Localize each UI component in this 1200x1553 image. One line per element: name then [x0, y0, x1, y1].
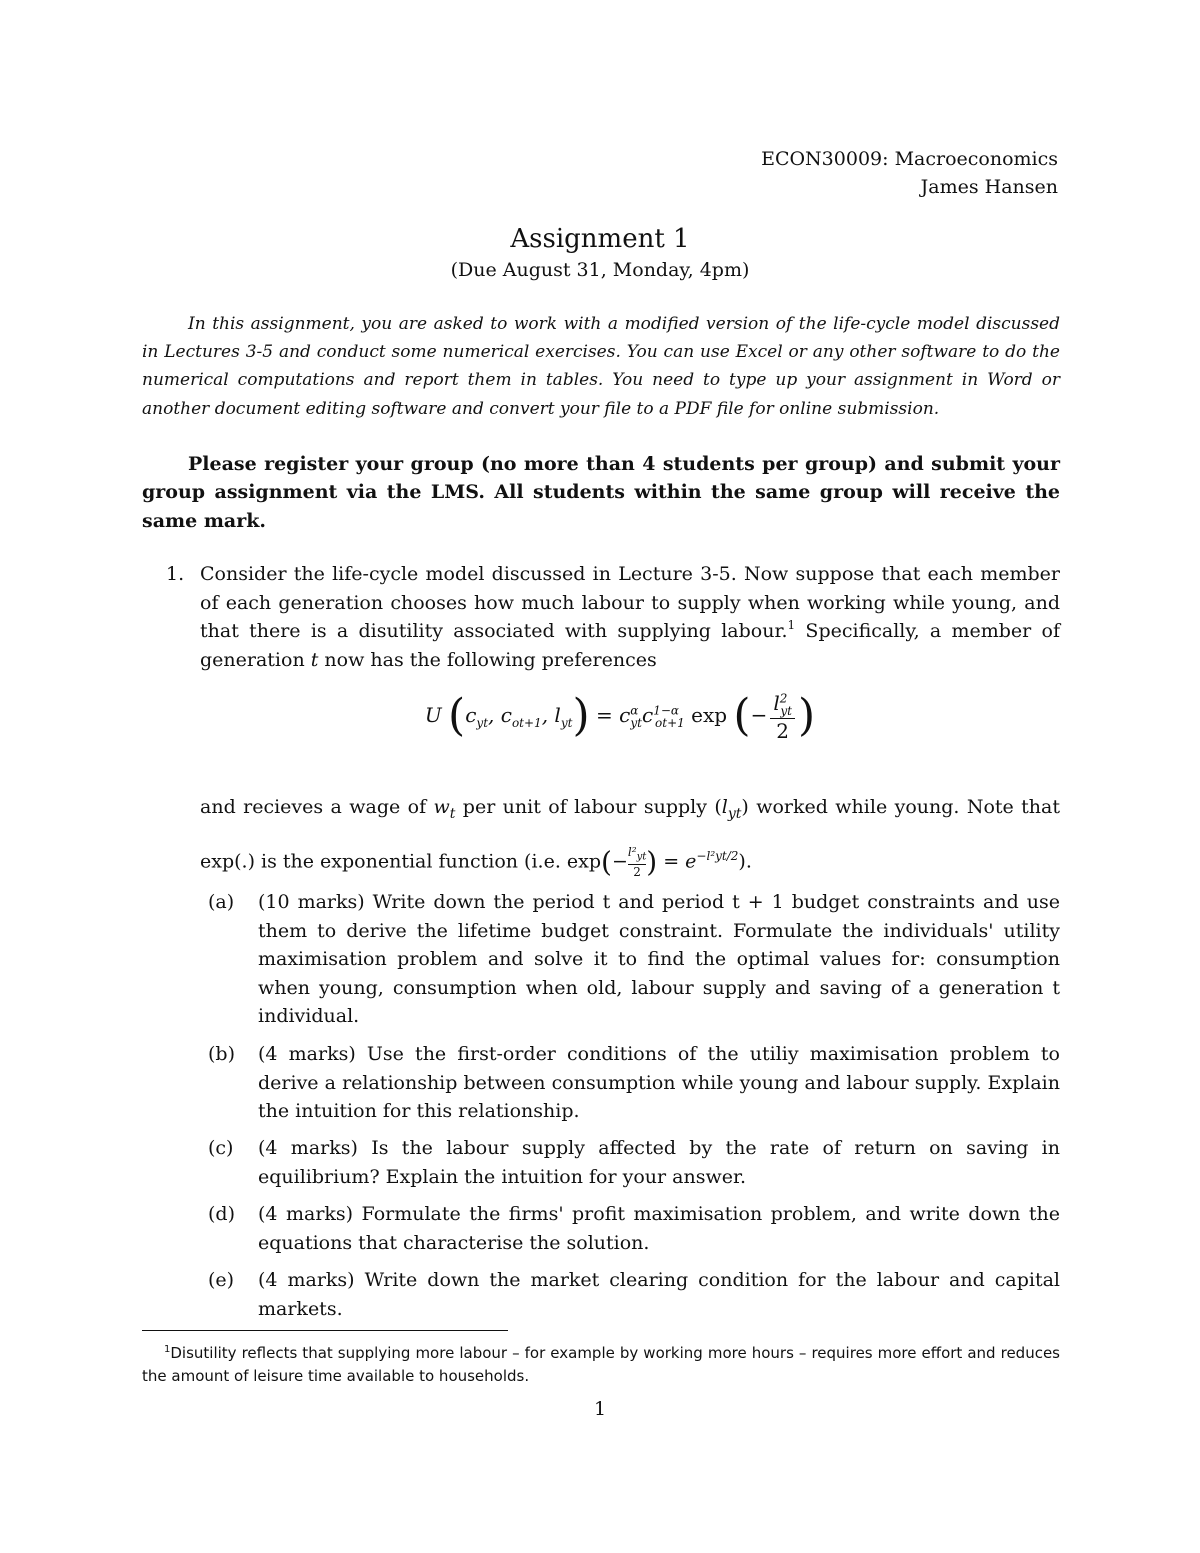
subquestion-a: [208, 888, 1060, 1031]
inline-fraction: $\frac{l^2_{yt}}{2}$: [627, 844, 647, 880]
register-notice: Please register your group (no more than 4 students per group) and submit your group assignment via the LMS. All students within the same group will receive the same mark.: [142, 453, 1060, 532]
question-1: [166, 560, 1060, 674]
question-number: 1.: [166, 563, 185, 585]
assignment-title: Assignment 1: [510, 224, 690, 254]
subquestion-d: [208, 1200, 1060, 1257]
subquestion-text: (4 marks) Formulate the firms' profit maximisation problem, and write down the equations that characterise the solution.: [258, 1203, 1060, 1254]
subquestion-label: (b): [208, 1043, 235, 1065]
subquestion-label: (c): [208, 1137, 234, 1159]
subquestion-text: (10 marks) Write down the period t and period t + 1 budget constraints and use them to derive the lifetime budget constraint. Formulate the individuals' utility maximisation problem and solve it to find the optimal values for: consumption when young, consumption when old, labour supply and saving of a generation t individual.: [258, 891, 1060, 1028]
author-name: James Hansen: [920, 176, 1058, 198]
footnote-mark: 1: [787, 618, 796, 633]
footnote-divider: [142, 1330, 508, 1331]
wage-paragraph: and recieves a wage of $w_t$ per unit of labour supply $(l_{yt})$ worked while young. Note that exp(.) is the exponential function (i.e. exp(− $\frac{l^2_{yt}}{2}) = e^{-l^2yt/2}$).: [200, 796, 1060, 880]
footnote: [142, 1338, 1060, 1388]
subquestion-label: (e): [208, 1269, 235, 1291]
subquestion-text: (4 marks) Is the labour supply affected by the rate of return on saving in equilibrium? Explain the intuition for your answer.: [258, 1137, 1060, 1188]
subquestion-label: (a): [208, 891, 235, 913]
footnote-text: Disutility reflects that supplying more labour – for example by working more hours – requires more effort and reduces the amount of leisure time available to households.: [142, 1344, 1060, 1385]
subquestion-c: [208, 1134, 1060, 1191]
due-date: (Due August 31, Monday, 4pm): [450, 259, 750, 281]
subquestion-label: (d): [208, 1203, 235, 1225]
header: [761, 145, 1058, 201]
utility-formula: U ($c_{yt}$, $c_{ot+1}$, $l_{yt}) = c^\alpha_{yt}c^{1-\alpha}_{ot+1}$ exp (− $\frac{l^2_{yt}}{2}$ ): [424, 690, 816, 743]
question-1-text: Consider the life-cycle model discussed in Lecture 3-5. Now suppose that each member of each generation chooses how much labour to supply when working while young, and that there is a disutility associated with supplying labour.$^1$ Specifically, a member of generation t now has the following preferences: [200, 563, 1060, 671]
page-number: 1: [593, 1398, 607, 1420]
subquestion-text: (4 marks) Write down the market clearing condition for the labour and capital markets.: [258, 1269, 1060, 1320]
subquestion-b: [208, 1040, 1060, 1126]
subquestion-e: [208, 1266, 1060, 1323]
intro-paragraph: In this assignment, you are asked to work with a modified version of the life-cycle model discussed in Lectures 3-5 and conduct some numerical exercises. You can use Excel or any other software to do the numerical computations and report them in tables. You need to type up your assignment in Word or another document editing software and convert your file to a PDF file for online submission.: [142, 314, 1060, 419]
subquestion-text: (4 marks) Use the first-order conditions of the utiliy maximisation problem to derive a relationship between consumption while young and labour supply. Explain the intuition for this relationship.: [258, 1043, 1060, 1123]
utility-equation: [0, 690, 1200, 760]
course-title: ECON30009: Macroeconomics: [761, 148, 1058, 170]
footnote-number: 1: [164, 1344, 171, 1355]
